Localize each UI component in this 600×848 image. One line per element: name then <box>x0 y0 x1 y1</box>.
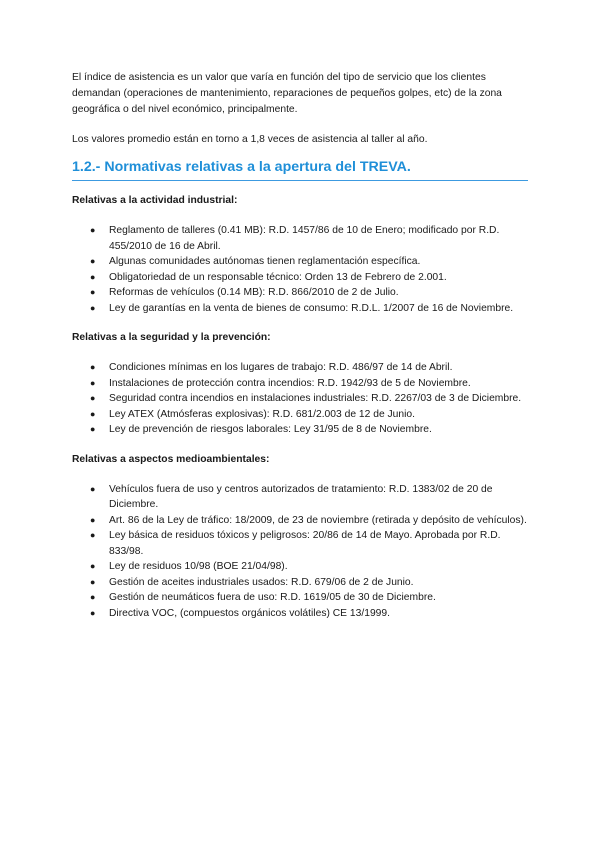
list-item: ● Obligatoriedad de un responsable técnico: Orden 13 de Febrero de 2.001. <box>72 270 528 286</box>
bullet-icon: ● <box>90 256 96 266</box>
bullet-icon: ● <box>90 302 96 313</box>
list-item: ● Reformas de vehículos (0.14 MB): R.D. 866/2010 de 2 de Julio. <box>72 285 528 301</box>
section-environment <box>72 452 528 622</box>
section-industrial <box>72 193 528 316</box>
bullet-icon: ● <box>90 576 96 587</box>
list-item: ● Ley de residuos 10/98 (BOE 21/04/98). <box>72 559 528 575</box>
bullet-icon: ● <box>90 408 96 419</box>
list-item: ● Reglamento de talleres (0.41 MB): R.D. 1457/86 de 10 de Enero; modificado por R.D. 455/2010 de 16 de Abril. <box>90 225 500 252</box>
list-item: ● Instalaciones de protección contra incendios: R.D. 1942/93 de 5 de Noviembre. <box>72 376 528 392</box>
bullet-icon: ● <box>90 483 96 494</box>
bullet-icon: ● <box>90 530 96 540</box>
bullet-icon: ● <box>90 362 96 372</box>
list-item: ● Ley ATEX (Atmósferas explosivas): R.D. 681/2.003 de 12 de Junio. <box>72 407 528 423</box>
list-item: ● Gestión de aceites industriales usados: R.D. 679/06 de 2 de Junio. <box>72 575 528 591</box>
list-item: ● Ley básica de residuos tóxicos y peligrosos: 20/86 de 14 de Mayo. Aprobada por R.D. 833/98. <box>90 530 501 557</box>
list-item: ● Directiva VOC, (compuestos orgánicos volátiles) CE 13/1999. <box>72 606 528 622</box>
list-item: ● Algunas comunidades autónomas tienen reglamentación específica. <box>72 254 528 270</box>
subheading-industrial: Relativas a la actividad industrial: <box>72 195 238 206</box>
bullet-icon: ● <box>90 393 96 403</box>
list-item: ● Condiciones mínimas en los lugares de trabajo: R.D. 486/97 de 14 de Abril. <box>72 360 528 376</box>
list-item: ● Vehículos fuera de uso y centros autorizados de tratamiento: R.D. 1383/02 de 20 de Diciembre. <box>90 483 493 510</box>
list-item: ● Seguridad contra incendios en instalaciones industriales: R.D. 2267/03 de 3 de Diciembre. <box>72 391 528 407</box>
section-safety <box>72 330 528 438</box>
list-item: ● Gestión de neumáticos fuera de uso: R.D. 1619/05 de 30 de Diciembre. <box>72 590 528 606</box>
bullet-list-environment <box>72 482 528 622</box>
subheading-environment: Relativas a aspectos medioambientales: <box>72 453 270 465</box>
bullet-list-industrial <box>72 223 528 316</box>
document-content <box>72 70 528 621</box>
bullet-icon: ● <box>90 561 96 571</box>
bullet-icon: ● <box>90 225 96 235</box>
bullet-icon: ● <box>90 287 96 297</box>
subheading-safety: Relativas a la seguridad y la prevención: <box>72 332 271 343</box>
section-heading: 1.2.- Normativas relativas a la apertura del TREVA. <box>72 158 528 181</box>
bullet-icon: ● <box>90 271 96 282</box>
list-item: ● Art. 86 de la Ley de tráfico: 18/2009, de 23 de noviembre (retirada y depósito de vehículos). <box>72 513 528 529</box>
bullet-list-safety <box>72 360 528 438</box>
bullet-icon: ● <box>90 377 96 388</box>
bullet-icon: ● <box>90 514 96 525</box>
intro-paragraph-2: Los valores promedio están en torno a 1,8 veces de asistencia al taller al año. <box>72 134 428 145</box>
bullet-icon: ● <box>90 424 96 434</box>
bullet-icon: ● <box>90 592 96 602</box>
bullet-icon: ● <box>90 607 96 618</box>
list-item: ● Ley de garantías en la venta de bienes de consumo: R.D.L. 1/2007 de 16 de Noviembre. <box>72 301 528 317</box>
intro-paragraph-1: El índice de asistencia es un valor que varía en función del tipo de servicio que los clientes demandan (operaciones de mantenimiento, reparaciones de pequeños golpes, etc) de la zona geográfica o del nivel económico, principalmente. <box>72 72 502 115</box>
list-item: ● Ley de prevención de riesgos laborales: Ley 31/95 de 8 de Noviembre. <box>72 422 528 438</box>
